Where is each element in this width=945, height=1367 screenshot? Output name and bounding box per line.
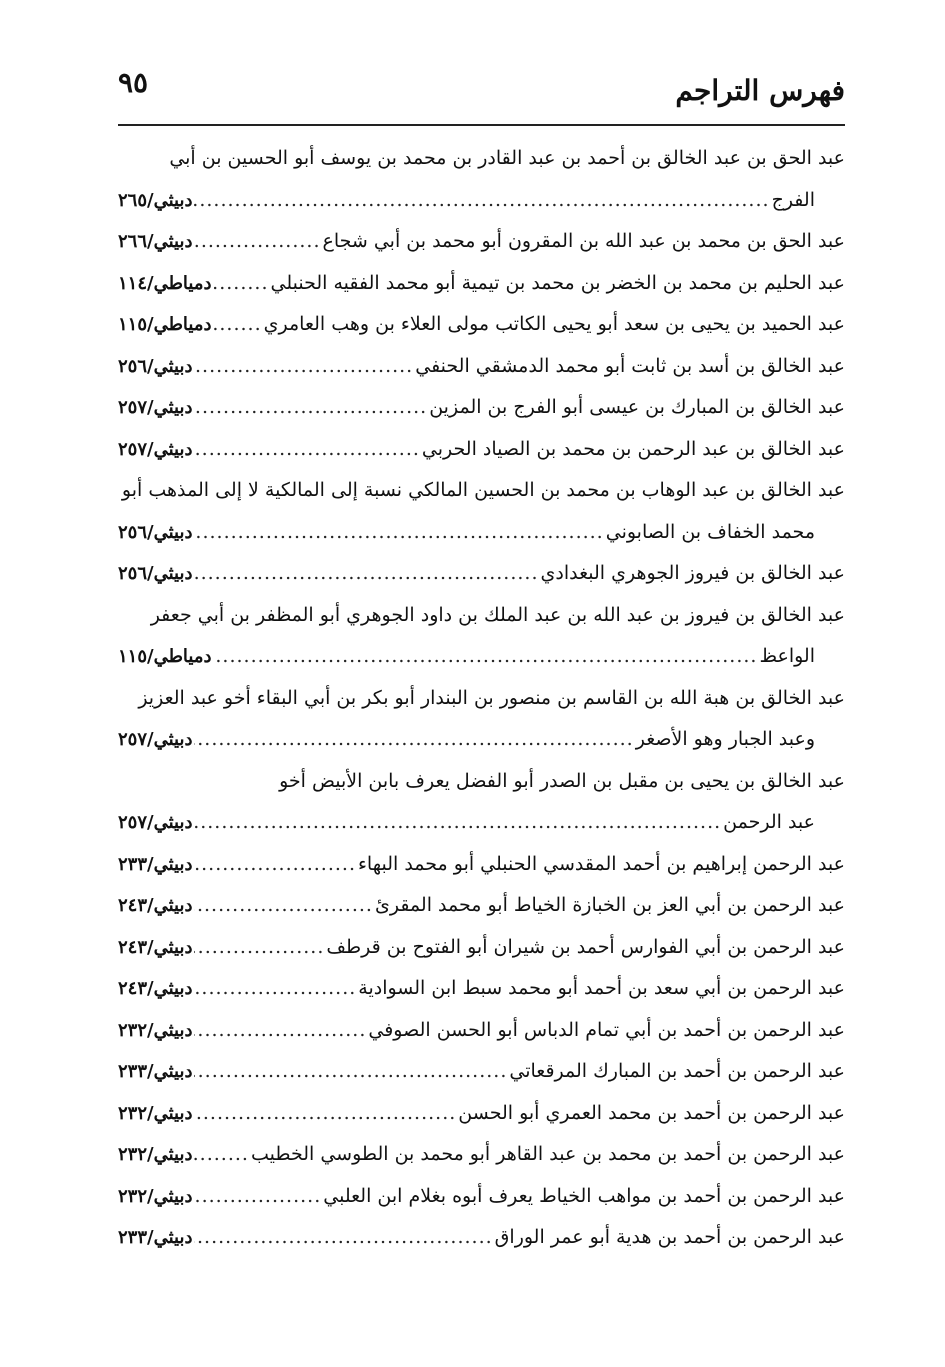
dot-leader [194,180,769,222]
entry-reference: دبيثي/٢٣٢ [118,1019,193,1041]
entry-name: عبد الرحمن بن أحمد بن أبي تمام الدباس أبو الحسن الصوفي [368,1018,845,1041]
index-entry [118,304,845,346]
entry-first-line [118,221,845,263]
entry-first-line [118,429,845,471]
dot-leader [214,636,758,678]
entry-name: عبد الخالق بن عبد الرحمن بن محمد بن الصياد الحربي [421,437,845,460]
entry-continuation-line [118,636,845,678]
index-entry [118,346,845,388]
entry-name-continuation: الواعظ [759,645,815,667]
entry-first-line [118,553,845,595]
dot-leader [194,1093,456,1135]
entry-reference: دمياطي/١١٥ [118,314,212,335]
entry-first-line [118,138,845,180]
entry-reference: دبيثي/٢٤٣ [118,895,193,916]
index-entry [118,1134,845,1176]
entry-reference: دبيثي/٢٣٢ [118,1185,193,1207]
entry-name: عبد الخالق بن يحيى بن مقبل بن الصدر أبو الفضل يعرف بابن الأبيض أخو [279,769,845,792]
dot-leader [194,346,413,388]
entry-first-line [118,1051,845,1093]
entry-reference: دبيثي/٢٦٦ [118,231,193,252]
dot-leader [194,927,324,969]
entry-name: عبد الرحمن إبراهيم بن أحمد المقدسي الحنبلي أبو محمد البهاء [358,852,845,875]
index-entry [118,1010,845,1052]
entry-name: عبد الحميد بن يحيى بن سعد أبو يحيى الكاتب مولى العلاء بن وهب العامري [263,313,845,335]
entry-name: عبد الحق بن عبد الخالق بن أحمد بن عبد القادر بن محمد بن يوسف أبو الحسين بن أبي [169,147,845,169]
dot-leader [194,719,633,761]
entry-reference: دبيثي/٢٥٦ [118,521,193,543]
index-entry [118,927,845,969]
entry-name: عبد الرحمن بن أحمد بن محمد العمري أبو الحسن [458,1101,845,1124]
page-number: ٩٥ [118,66,149,99]
index-entry [118,138,845,221]
entry-name: عبد الخالق بن هبة الله بن القاسم بن منصور بن البندار أبو بكر بن أبي البقاء أخو عبد العزيز [138,686,845,709]
dot-leader [194,429,419,471]
entry-first-line [118,263,845,305]
entry-name: عبد الرحمن بن أحمد بن المبارك المرقعاتي [509,1060,845,1082]
entry-first-line [118,844,845,886]
entry-continuation-line [118,180,845,222]
entry-first-line [118,968,845,1010]
dot-leader [194,1217,492,1259]
index-entry [118,221,845,263]
entry-first-line [118,927,845,969]
entry-name-continuation: الفرج [771,188,815,211]
entry-first-line [118,1176,845,1218]
dot-leader [194,802,721,844]
entry-first-line [118,761,845,803]
index-entry [118,885,845,927]
entry-reference: دبيثي/٢٣٣ [118,1227,193,1248]
entry-first-line [118,1010,845,1052]
entry-name-continuation: وعبد الجبار وهو الأصغر [635,728,815,750]
index-entry [118,429,845,471]
entry-first-line [118,885,845,927]
dot-leader [194,387,427,429]
entry-first-line [118,387,845,429]
entry-reference: دبيثي/٢٦٥ [118,189,193,211]
entry-name: عبد الرحمن بن أحمد بن مواهب الخياط يعرف أبوه بغلام ابن العلبي [323,1184,845,1207]
entry-reference: دبيثي/٢٥٧ [118,812,193,833]
dot-leader [194,512,603,554]
entry-first-line [118,1093,845,1135]
dot-leader [194,844,356,886]
index-entry [118,595,845,678]
entry-continuation-line [118,719,845,761]
index-entry [118,1051,845,1093]
dot-leader [214,304,262,346]
entry-reference: دبيثي/٢٥٧ [118,729,193,750]
entry-name: عبد الرحمن بن أبي الفوارس أحمد بن شيران أبو الفتوح بن قرطف [326,935,845,958]
entry-first-line [118,470,845,512]
dot-leader [214,263,269,305]
index-entry [118,678,845,761]
entry-name: عبد الخالق بن المبارك بن عيسى أبو الفرج بن المزين [429,396,845,418]
dot-leader [194,1176,321,1218]
entry-continuation-line [118,802,845,844]
entry-name: عبد الخالق بن عبد الوهاب بن محمد بن الحسين المالكي نسبة إلى المالكية لا إلى المذهب أبو [121,479,845,501]
entry-continuation-line [118,512,845,554]
index-entry [118,1093,845,1135]
entry-first-line [118,304,845,346]
dot-leader [194,968,356,1010]
entry-reference: دبيثي/٢٤٣ [118,978,193,999]
entry-name: عبد الرحمن بن أحمد بن محمد بن عبد القاهر أبو محمد بن الطوسي الخطيب [250,1143,845,1165]
entry-name: عبد الحليم بن محمد بن الخضر بن محمد بن تيمية أبو محمد الفقيه الحنبلي [270,271,845,294]
dot-leader [194,1134,248,1176]
entry-name-continuation: عبد الرحمن [723,811,815,833]
dot-leader [194,1051,507,1093]
entry-name: عبد الخالق بن فيروز الجوهري البغدادي [540,562,845,584]
entry-first-line [118,595,845,637]
entry-first-line [118,1134,845,1176]
entry-reference: دمياطي/١١٤ [118,272,212,294]
entry-list [118,138,845,1259]
entry-reference: دبيثي/٢٥٦ [118,355,193,377]
index-entry [118,761,845,844]
entry-reference: دبيثي/٢٤٣ [118,936,193,958]
entry-reference: دبيثي/٢٣٣ [118,1061,193,1082]
entry-reference: دمياطي/١١٥ [118,646,212,667]
entry-reference: دبيثي/٢٥٦ [118,563,193,584]
entry-first-line [118,1217,845,1259]
entry-first-line [118,346,845,388]
index-entry [118,470,845,553]
entry-name: عبد الخالق بن فيروز بن عبد الله بن عبد الملك بن داود الجوهري أبو المظفر بن أبي جعفر [150,603,845,626]
entry-name: عبد الرحمن بن أبي العز بن الخبازة الخياط أبو محمد المقرئ [374,894,845,916]
dot-leader [194,885,372,927]
entry-name: عبد الخالق بن أسد بن ثابت أبو محمد الدمشقي الحنفي [415,354,845,377]
entry-first-line [118,678,845,720]
index-entry [118,1176,845,1218]
page-header [118,62,845,126]
index-entry [118,387,845,429]
dot-leader [194,553,538,595]
entry-name: عبد الرحمن بن أحمد بن هدية أبو عمر الوراق [494,1226,845,1248]
entry-reference: دبيثي/٢٥٧ [118,438,193,460]
index-entry [118,1217,845,1259]
entry-name-continuation: محمد الخفاف بن الصابوني [605,520,815,543]
entry-reference: دبيثي/٢٣٣ [118,853,193,875]
entry-reference: دبيثي/٢٣٢ [118,1102,193,1124]
entry-name: عبد الحق بن محمد بن عبد الله بن المقرون أبو محمد بن أبي شجاع [322,230,845,252]
page-title: فهرس التراجم [675,74,845,107]
dot-leader [194,221,320,263]
index-entry [118,844,845,886]
entry-reference: دبيثي/٢٣٢ [118,1144,193,1165]
index-entry [118,553,845,595]
entry-name: عبد الرحمن بن أبي سعد بن أحمد أبو محمد سبط ابن السوادية [358,977,845,999]
entry-reference: دبيثي/٢٥٧ [118,397,193,418]
index-entry [118,263,845,305]
dot-leader [194,1010,366,1052]
index-entry [118,968,845,1010]
